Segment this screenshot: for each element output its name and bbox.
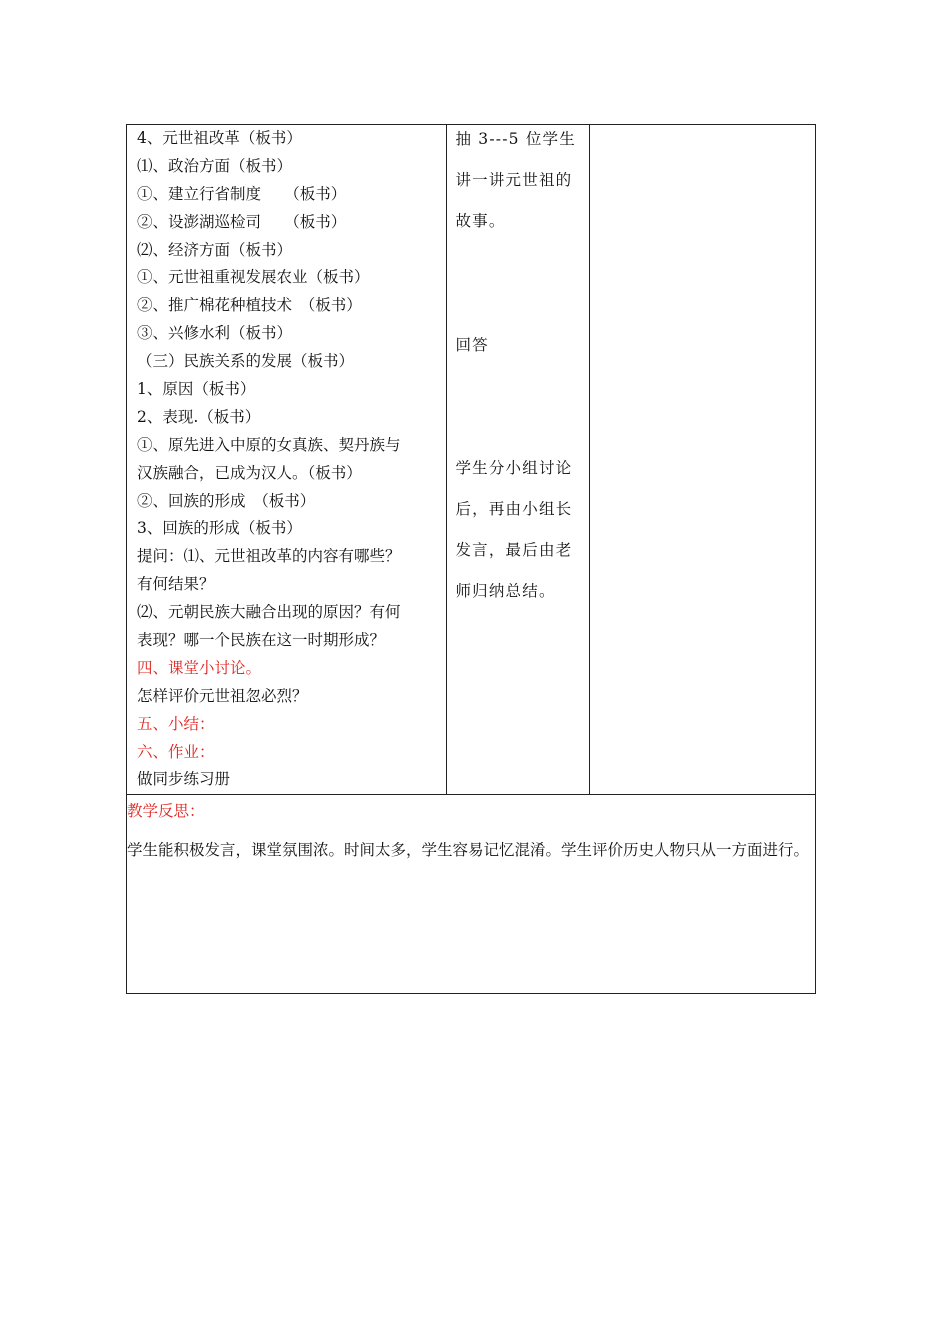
content-line: ⑴、政治方面（板书）	[137, 156, 293, 175]
content-line: ⑵、经济方面（板书）	[137, 240, 293, 259]
content-line: ①、建立行省制度 （板书）	[137, 184, 347, 203]
reflection-title: 教学反思：	[127, 802, 205, 821]
student-activity-cell	[447, 125, 589, 795]
reflection-cell	[127, 795, 816, 994]
content-line: ①、原先进入中原的女真族、契丹族与	[137, 435, 401, 454]
answer-text: 回答	[455, 336, 489, 354]
lesson-content-row	[127, 125, 816, 795]
content-line: （三）民族关系的发展（板书）	[137, 352, 355, 371]
content-line: 做同步练习册	[137, 770, 231, 789]
discussion-line-2: 后，再由小组长	[455, 500, 573, 518]
lesson-plan-table	[126, 124, 816, 994]
content-line: 1、原因（板书）	[137, 380, 256, 399]
content-line: 表现？哪一个民族在这一时期形成？	[137, 631, 386, 650]
teaching-content-cell	[127, 125, 447, 795]
content-line: 六、作业：	[137, 742, 215, 761]
teaching-content-list	[127, 125, 446, 794]
content-line: ⑵、元朝民族大融合出现的原因？有何	[137, 603, 401, 622]
discussion-line-3: 发言，最后由老	[455, 541, 573, 559]
content-line: 提问：⑴、元世祖改革的内容有哪些？	[137, 547, 401, 566]
content-line: ③、兴修水利（板书）	[137, 324, 293, 343]
content-line: 3、回族的形成（板书）	[137, 519, 302, 538]
content-line: 五、小结：	[137, 714, 215, 733]
content-line: 四、课堂小讨论。	[137, 658, 262, 677]
discussion-line-4: 师归纳总结。	[455, 582, 556, 600]
content-line: ②、设澎湖巡检司 （板书）	[137, 212, 347, 231]
reflection-row	[127, 795, 816, 994]
notes-cell	[589, 125, 815, 795]
story-line-1: 抽 3---5 位学生	[455, 130, 576, 148]
discussion-line-1: 学生分小组讨论	[455, 459, 573, 477]
content-line: ①、元世祖重视发展农业（板书）	[137, 268, 370, 287]
content-line: 4、元世祖改革（板书）	[137, 129, 302, 147]
story-line-3: 故事。	[455, 212, 506, 230]
reflection-body: 学生能积极发言，课堂氛围浓。时间太多，学生容易记忆混淆。学生评价历史人物只从一方面进行。	[127, 841, 810, 860]
content-line: ②、推广棉花种植技术 （板书）	[137, 296, 362, 315]
content-line: ②、回族的形成 （板书）	[137, 491, 316, 510]
content-line: 有何结果？	[137, 575, 215, 594]
story-line-2: 讲一讲元世祖的	[455, 171, 573, 189]
content-line: 怎样评价元世祖忽必烈？	[137, 686, 308, 705]
content-line: 2、表现.（板书）	[137, 407, 261, 426]
content-line: 汉族融合，已成为汉人。（板书）	[137, 463, 362, 482]
